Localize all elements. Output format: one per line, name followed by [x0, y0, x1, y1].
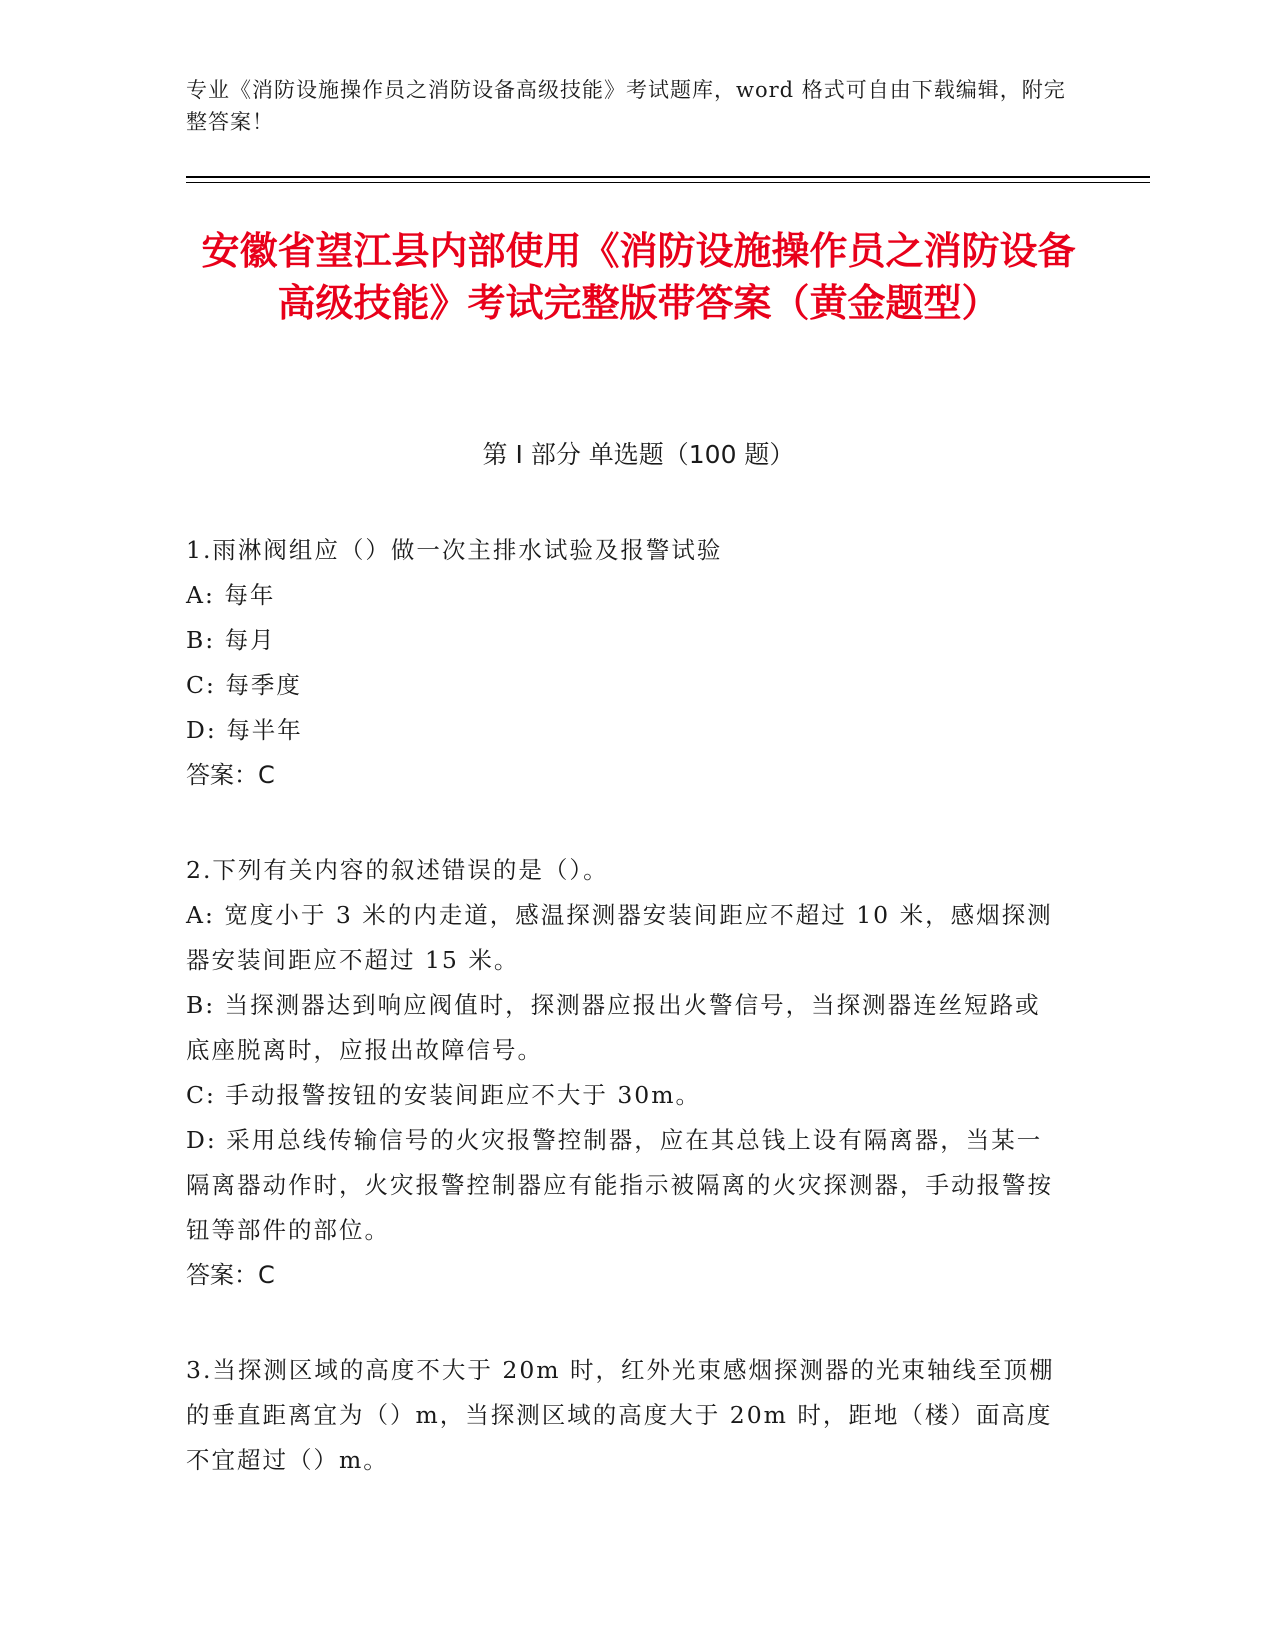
- question-3: [186, 1348, 1066, 1483]
- option-c: C: 每季度: [186, 671, 302, 699]
- section-heading: 第 I 部分 单选题（100 题）: [482, 440, 795, 469]
- answer: 答案：C: [186, 761, 275, 789]
- header-note: 专业《消防设施操作员之消防设备高级技能》考试题库，word 格式可自由下载编辑，附完整答案！: [186, 78, 1066, 134]
- question-stem: 2.下列有关内容的叙述错误的是（）。: [186, 856, 609, 884]
- option-a: A: 宽度小于 3 米的内走道，感温探测器安装间距应不超过 10 米，感烟探测器安装间距应不超过 15 米。: [186, 901, 1053, 974]
- option-d: D: 采用总线传输信号的火灾报警控制器，应在其总钱上设有隔离器，当某一隔离器动作时，火灾报警控制器应有能指示被隔离的火灾探测器，手动报警按钮等部件的部位。: [186, 1126, 1053, 1244]
- question-1: [186, 528, 1066, 798]
- question-2: [186, 848, 1066, 1298]
- option-b: B: 当探测器达到响应阀值时，探测器应报出火警信号，当探测器连丝短路或底座脱离时，应报出故障信号。: [186, 991, 1041, 1064]
- answer: 答案：C: [186, 1261, 275, 1289]
- option-b: B: 每月: [186, 626, 276, 654]
- header-rule-thick: [186, 176, 1150, 178]
- document-title: 安徽省望江县内部使用《消防设施操作员之消防设备高级技能》考试完整版带答案（黄金题型）: [201, 229, 1076, 325]
- option-d: D: 每半年: [186, 716, 303, 744]
- header-rule-thin: [186, 182, 1150, 183]
- question-stem: 3.当探测区域的高度不大于 20m 时，红外光束感烟探测器的光束轴线至顶棚的垂直距离宜为（）m，当探测区域的高度大于 20m 时，距地（楼）面高度不宜超过（）m。: [186, 1356, 1055, 1474]
- option-a: A: 每年: [186, 581, 276, 609]
- question-list: [186, 528, 1066, 1533]
- option-c: C: 手动报警按钮的安装间距应不大于 30m。: [186, 1081, 702, 1109]
- question-stem: 1.雨淋阀组应（）做一次主排水试验及报警试验: [186, 536, 723, 564]
